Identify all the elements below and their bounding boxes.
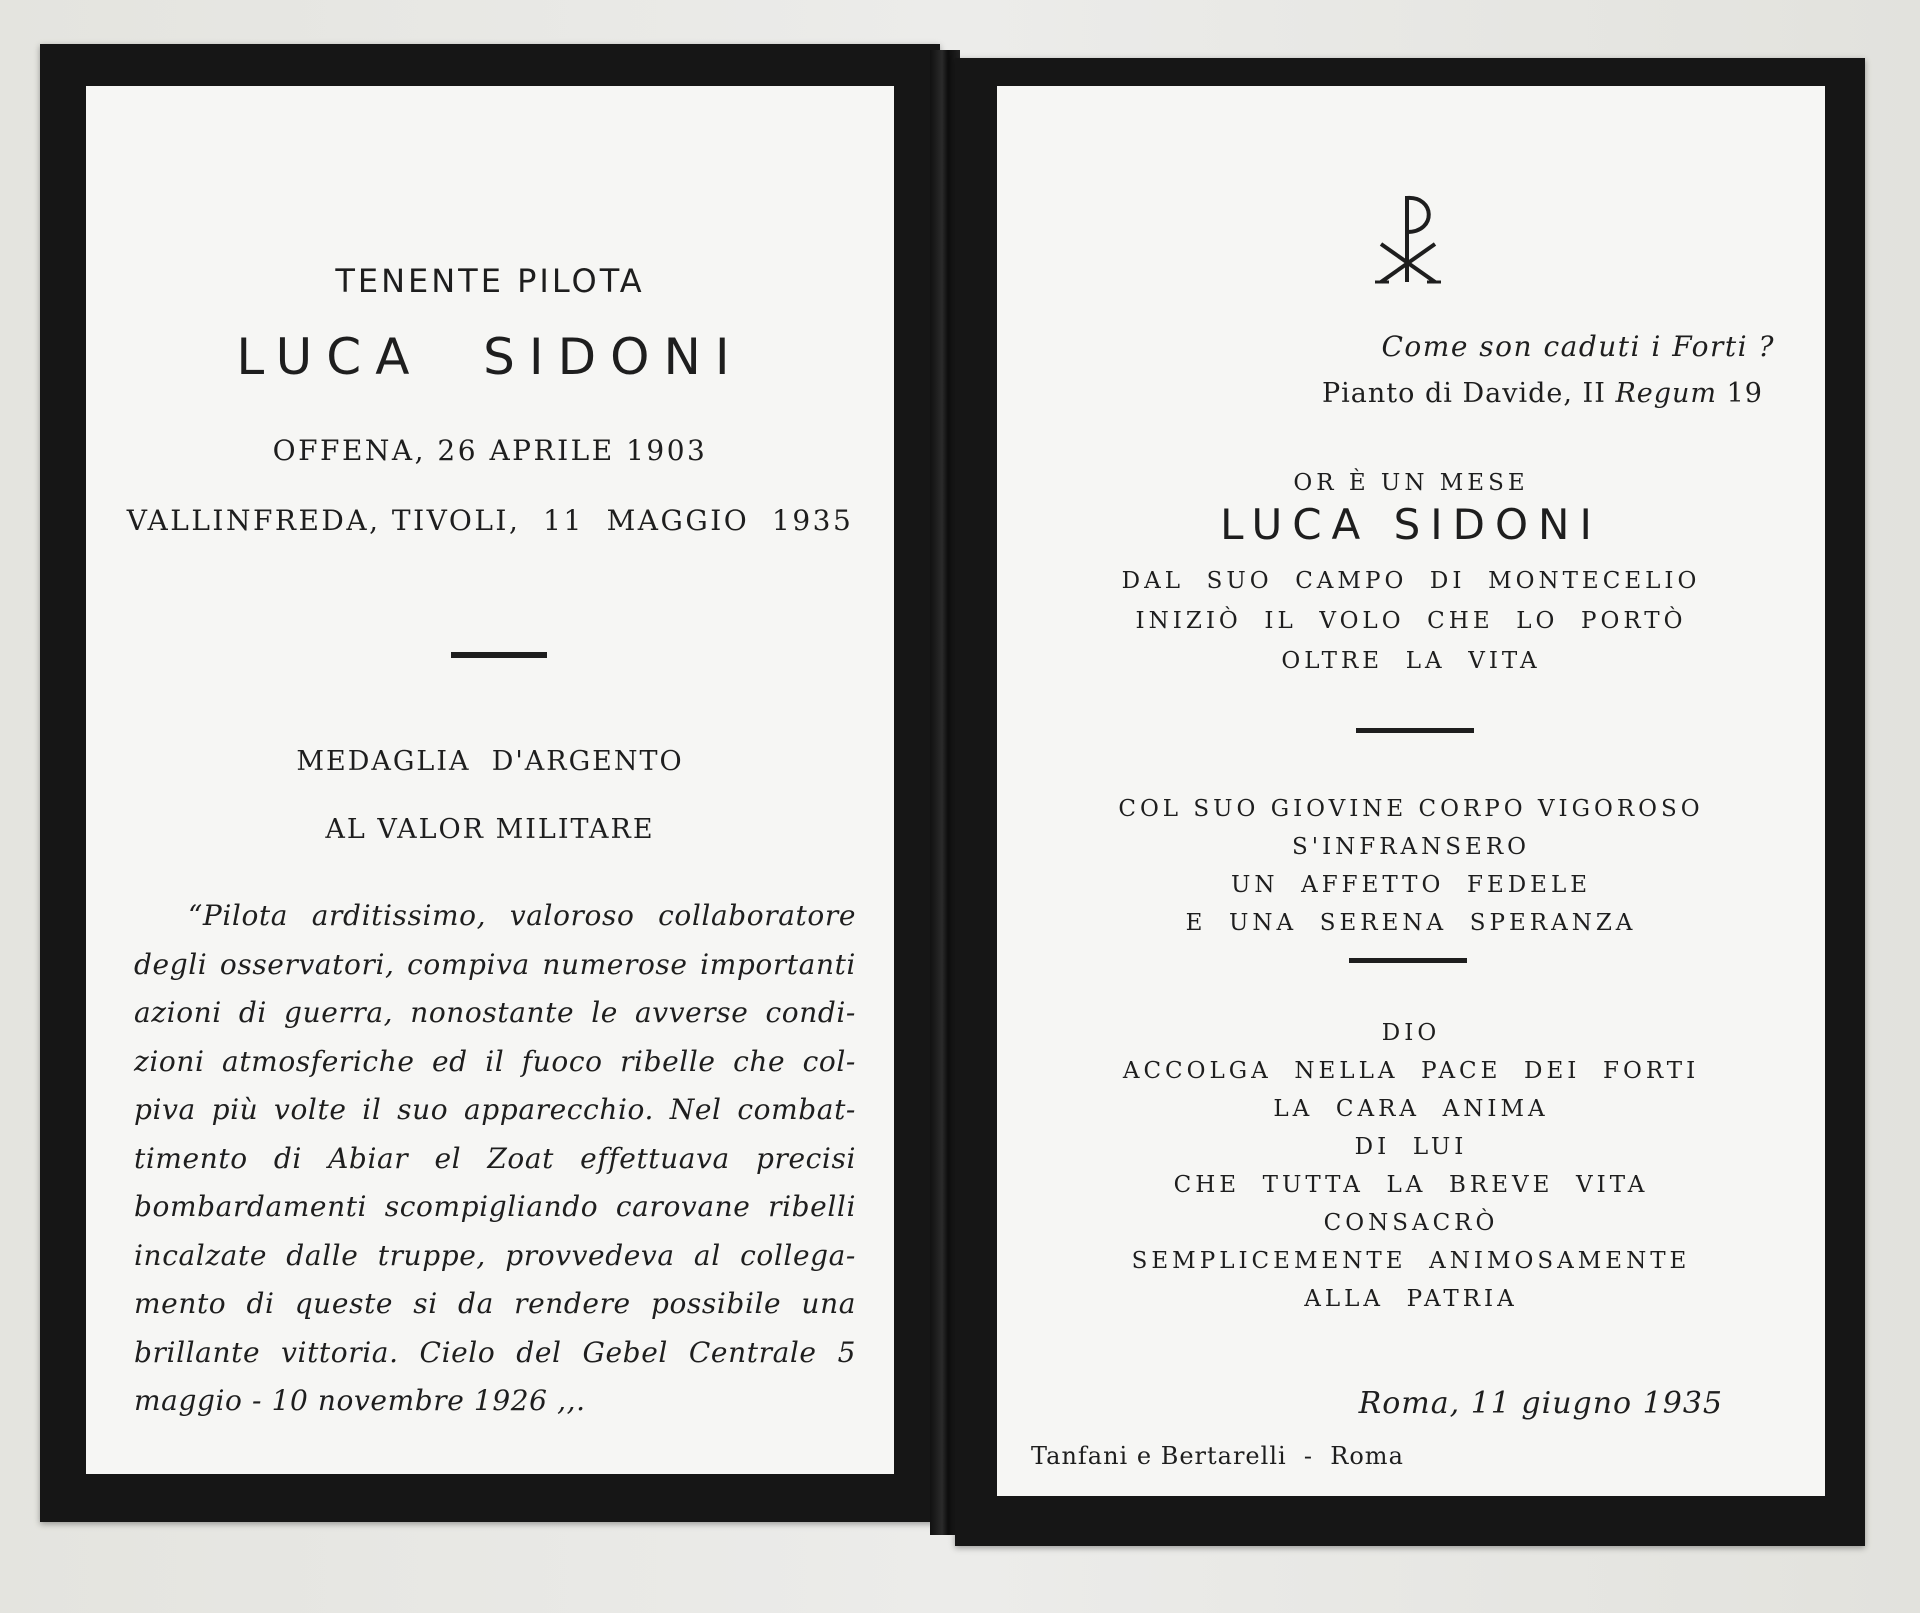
- citation-text: [134, 892, 856, 1426]
- divider-rule: [1356, 728, 1474, 733]
- line-affetto: UN AFFETTO FEDELE: [1230, 872, 1592, 898]
- source-prefix: Pianto di Davide, II: [1322, 378, 1616, 409]
- right-panel: [997, 86, 1825, 1496]
- citation-line: maggio - 10 novembre 1926 ,,.: [134, 1384, 586, 1417]
- line-breve-vita: CHE TUTTA LA BREVE VITA: [1173, 1172, 1649, 1198]
- death-line: VALLINFREDA, TIVOLI, 11 MAGGIO 1935: [126, 504, 854, 537]
- citation-line: bombardamenti scompigliando carovane ribelli: [134, 1190, 856, 1223]
- line-consacro: CONSACRÒ: [1323, 1210, 1499, 1236]
- place-date: Roma, 11 giugno 1935: [1358, 1386, 1723, 1421]
- citation-line: piva più volte il suo apparecchio. Nel combat-: [134, 1093, 856, 1126]
- line-dio: DIO: [1381, 1020, 1441, 1046]
- divider-rule: [1349, 958, 1467, 963]
- citation-line: degli osservatori, compiva numerose importanti: [134, 947, 856, 981]
- deceased-name: LUCA SIDONI: [236, 328, 744, 386]
- source-chapter: 19: [1717, 378, 1763, 409]
- citation-line: timento di Abiar el Zoat effettuava precisi: [134, 1141, 856, 1175]
- deceased-name-right: LUCA SIDONI: [1220, 500, 1602, 549]
- citation-line: “Pilota arditissimo, valoroso collaboratore: [188, 899, 856, 932]
- line-speranza: E UNA SERENA SPERANZA: [1185, 910, 1637, 936]
- rank-title: TENENTE PILOTA: [335, 262, 645, 300]
- citation-line: zioni atmosferiche ed il fuoco ribelle che col-: [134, 1044, 856, 1078]
- line-corpo: COL SUO GIOVINE CORPO VIGOROSO: [1118, 796, 1704, 822]
- birth-line: OFFENA, 26 APRILE 1903: [272, 434, 708, 467]
- right-card-border: [955, 58, 1865, 1546]
- citation-line: mento di queste si da rendere possibile una: [134, 1287, 856, 1320]
- citation-line: incalzate dalle truppe, provvedeva al collega-: [134, 1238, 856, 1272]
- citation-line: azioni di guerra, nonostante le avverse condi-: [134, 996, 856, 1029]
- scripture-verse: Come son caduti i Forti ?: [1381, 330, 1775, 363]
- line-mese: OR È UN MESE: [1293, 470, 1529, 496]
- line-inizio: INIZIÒ IL VOLO CHE LO PORTÒ: [1135, 608, 1687, 634]
- medal-title: MEDAGLIA D'ARGENTO: [296, 746, 684, 777]
- line-campo: DAL SUO CAMPO DI MONTECELIO: [1121, 568, 1701, 594]
- divider-rule: [451, 652, 547, 658]
- line-patria: ALLA PATRIA: [1304, 1286, 1518, 1312]
- left-panel: [86, 86, 894, 1474]
- source-book: Regum: [1615, 378, 1718, 409]
- line-infransero: S'INFRANSERO: [1291, 834, 1531, 860]
- chi-rho-icon: [1365, 186, 1445, 286]
- line-cara-anima: LA CARA ANIMA: [1273, 1096, 1549, 1122]
- printer-credit: Tanfani e Bertarelli - Roma: [1031, 1442, 1404, 1470]
- line-oltre: OLTRE LA VITA: [1281, 648, 1541, 674]
- line-accolga: ACCOLGA NELLA PACE DEI FORTI: [1122, 1058, 1700, 1084]
- medal-subtitle: AL VALOR MILITARE: [325, 814, 655, 845]
- scripture-source: [1322, 378, 1763, 409]
- line-semplicemente: SEMPLICEMENTE ANIMOSAMENTE: [1131, 1248, 1691, 1274]
- citation-line: brillante vittoria. Cielo del Gebel Centrale 5: [134, 1335, 856, 1369]
- line-di-lui: DI LUI: [1354, 1134, 1468, 1160]
- left-card-border: [40, 44, 940, 1522]
